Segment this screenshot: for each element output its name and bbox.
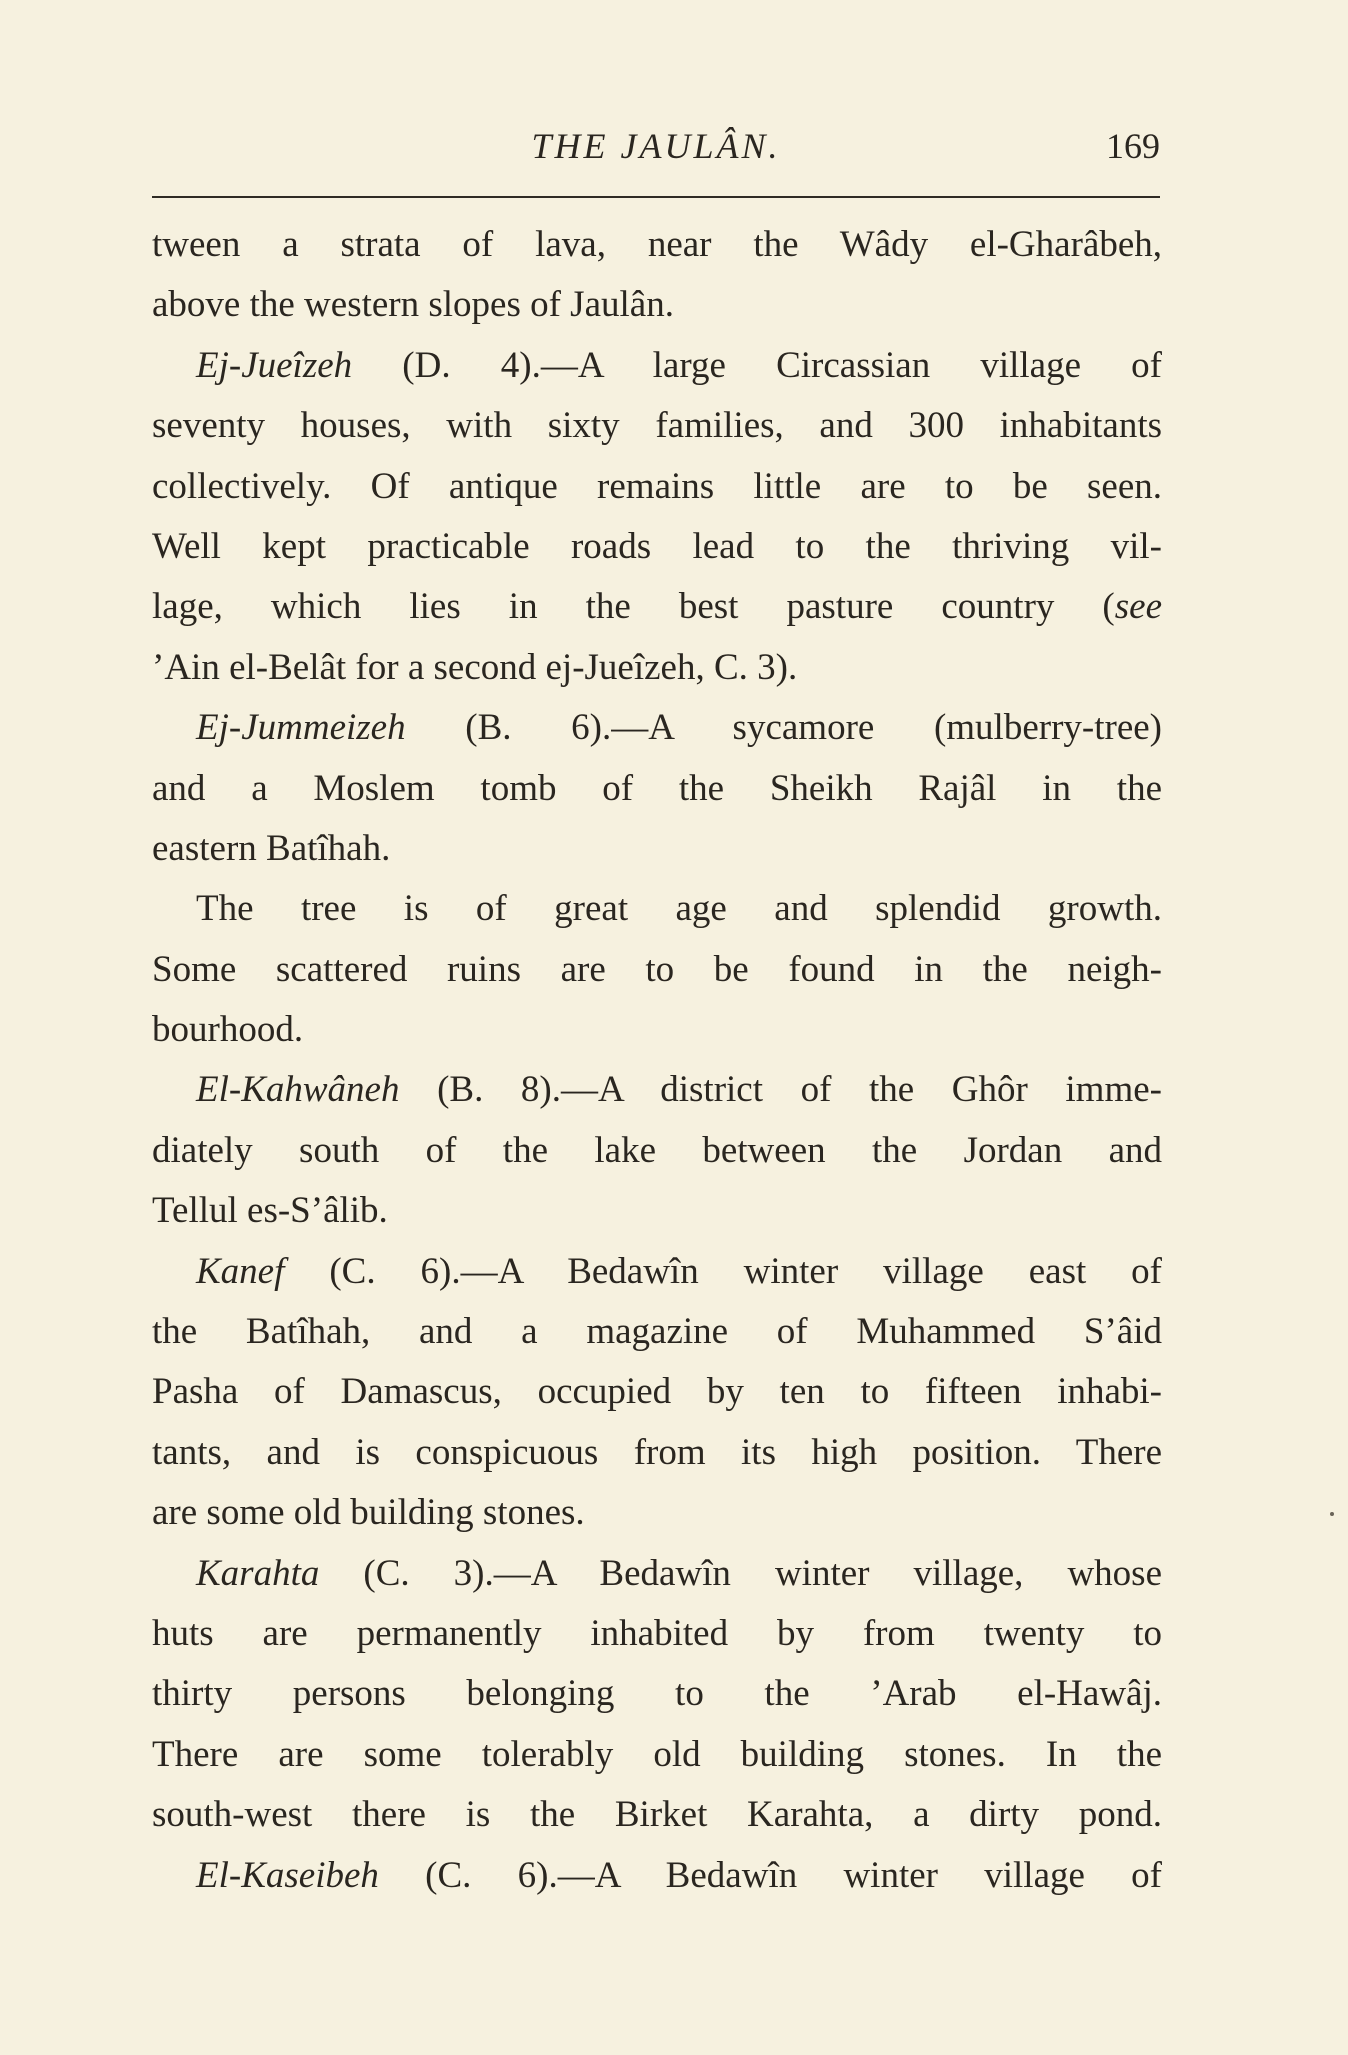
text-line <box>152 1604 1162 1664</box>
header-rule <box>152 196 1160 198</box>
text-line <box>152 1000 1162 1060</box>
running-head <box>152 122 1160 170</box>
line-text: and a Moslem tomb of the Sheikh Rajâl in the <box>152 767 1162 809</box>
running-title: THE JAULÂN. <box>531 126 781 166</box>
line-text: huts are permanently inhabited by from twenty to <box>152 1612 1162 1654</box>
line-text: (C. 3).—A Bedawîn winter village, whose <box>319 1552 1162 1594</box>
line-text: Tellul es-S’âlib. <box>152 1190 388 1232</box>
line-text: (C. 6).—A Bedawîn winter village of <box>378 1854 1162 1896</box>
entry-term: Kanef <box>196 1250 285 1292</box>
text-line <box>152 1664 1162 1724</box>
page-number: 169 <box>1106 126 1160 166</box>
line-text: tants, and is conspicuous from its high position. There <box>152 1431 1162 1473</box>
line-text: (B. 8).—A district of the Ghôr imme- <box>399 1069 1162 1111</box>
entry-term: see <box>1114 586 1162 628</box>
line-text: Pasha of Damascus, occupied by ten to fifteen inhabi- <box>152 1371 1162 1413</box>
text-line <box>152 517 1162 577</box>
text-line <box>152 577 1162 637</box>
text-line <box>152 1544 1162 1604</box>
text-line <box>152 1785 1162 1845</box>
entry-term: Ej-Jueîzeh <box>196 344 353 386</box>
text-line <box>152 879 1162 939</box>
entry-term: El-Kahwâneh <box>196 1069 400 1111</box>
line-text: thirty persons belonging to the ’Arab el-Hawâj. <box>152 1673 1162 1715</box>
text-line <box>152 1242 1162 1302</box>
text-line <box>152 1060 1162 1120</box>
text-line <box>152 698 1162 758</box>
text-line <box>152 1725 1162 1785</box>
text-line <box>152 396 1162 456</box>
line-text: above the western slopes of Jaulân. <box>152 284 674 326</box>
body-text <box>152 215 1162 1906</box>
line-text: (D. 4).—A large Circassian village of <box>352 344 1162 386</box>
line-text: collectively. Of antique remains little are to be seen. <box>152 465 1162 507</box>
text-line <box>152 759 1162 819</box>
line-text: Some scattered ruins are to be found in the neigh- <box>152 948 1162 990</box>
text-line <box>152 1302 1162 1362</box>
line-text: south-west there is the Birket Karahta, a dirty pond. <box>152 1794 1162 1836</box>
text-line <box>152 1121 1162 1181</box>
line-text: diately south of the lake between the Jordan and <box>152 1129 1162 1171</box>
line-text: the Batîhah, and a magazine of Muhammed S’âid <box>152 1311 1162 1353</box>
text-line <box>152 1181 1162 1241</box>
text-line <box>152 336 1162 396</box>
line-text: eastern Batîhah. <box>152 827 391 869</box>
line-text: lage, which lies in the best pasture country ( <box>152 586 1115 628</box>
line-text: bourhood. <box>152 1009 304 1051</box>
line-text: seventy houses, with sixty families, and 300 inhabitants <box>152 405 1162 447</box>
text-line <box>152 940 1162 1000</box>
text-line <box>152 1846 1162 1906</box>
entry-term: Karahta <box>196 1552 320 1594</box>
line-text: There are some tolerably old building stones. In the <box>152 1733 1162 1775</box>
text-line <box>152 215 1162 275</box>
text-line <box>152 1483 1162 1543</box>
entry-term: El-Kaseibeh <box>196 1854 379 1896</box>
text-line <box>152 457 1162 517</box>
text-line <box>152 1423 1162 1483</box>
text-line <box>152 275 1162 335</box>
line-text: tween a strata of lava, near the Wâdy el-Gharâbeh, <box>152 224 1162 265</box>
line-text: ’Ain el-Belât for a second ej-Jueîzeh, C. 3). <box>152 646 798 688</box>
line-text: Well kept practicable roads lead to the thriving vil- <box>152 525 1162 567</box>
line-text: The tree is of great age and splendid growth. <box>196 888 1162 930</box>
margin-speck <box>1330 1512 1334 1516</box>
text-line <box>152 819 1162 879</box>
line-text: are some old building stones. <box>152 1492 585 1534</box>
entry-term: Ej-Jummeizeh <box>196 707 406 749</box>
text-line <box>152 638 1162 698</box>
text-line <box>152 1362 1162 1422</box>
line-text: (C. 6).—A Bedawîn winter village east of <box>284 1250 1162 1292</box>
line-text: (B. 6).—A sycamore (mulberry-tree) <box>405 707 1162 749</box>
